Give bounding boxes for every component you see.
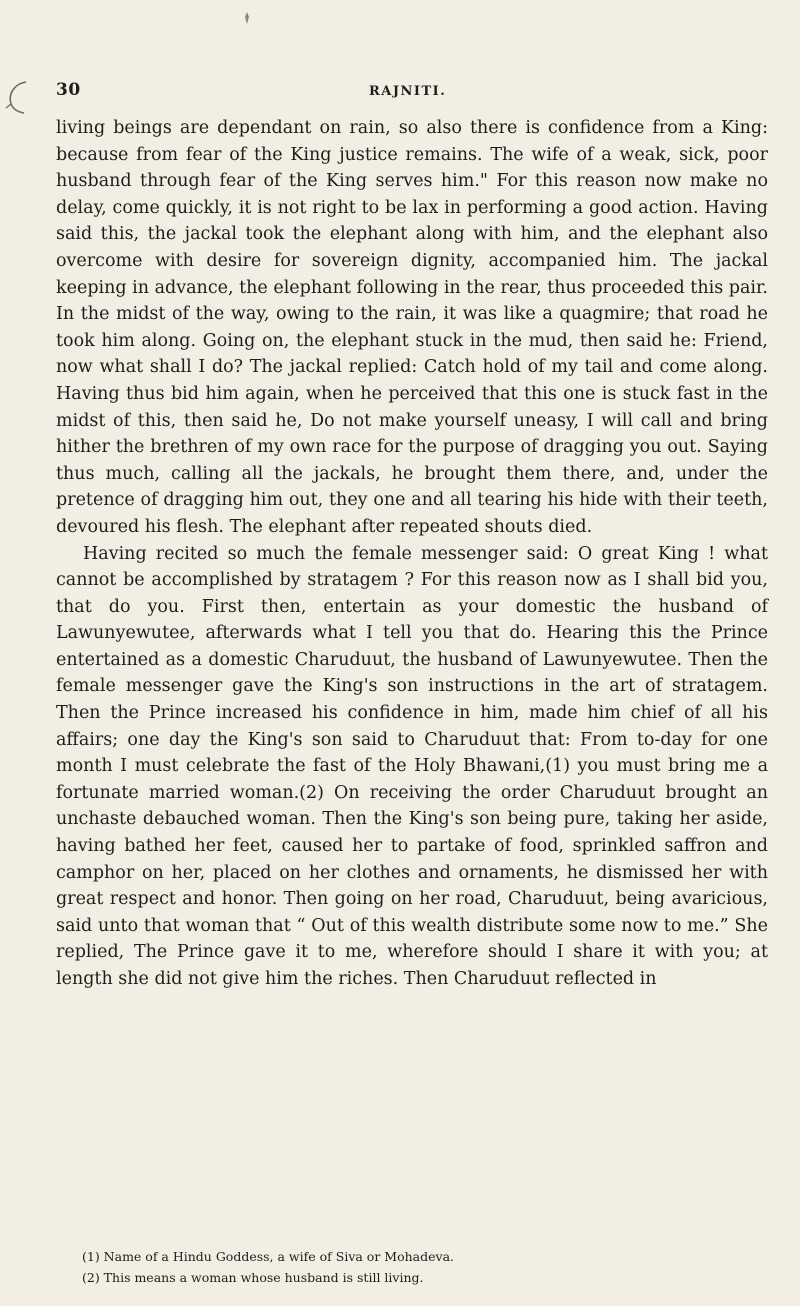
footnote: (2) This means a woman whose husband is still living.: [82, 1270, 424, 1285]
page-number: 30: [56, 80, 81, 100]
footnotes: [82, 1246, 772, 1288]
running-title: RAJNITI.: [369, 84, 447, 99]
paragraph: living beings are dependant on rain, so also there is confidence from a King: because from fear of the King justice remains. The wife of a weak, sick, poor husband through fear of the King serves him." For this reason now make no delay, come quickly, it is not right to be lax in performing a good action. Having said this, the jackal took the elephant along with him, and the elephant also overcome with desire for sovereign dignity, accompanied him. The jackal keeping in advance, the elephant following in the rear, thus proceeded this pair. In the midst of the way, owing to the rain, it was like a quagmire; that road he took him along. Going on, the elephant stuck in the mud, then said he: Friend, now what shall I do? The jackal replied: Catch hold of my tail and come along. Having thus bid him again, when he perceived that this one is stuck fast in the midst of this, then said he, Do not make yourself uneasy, I will call and bring hither the brethren of my own race for the purpose of dragging you out. Saying thus much, calling all the jackals, he brought them there, and, under the pretence of dragging him out, they one and all tearing his hide with their teeth, devoured his flesh. The elephant after repeated shouts died.: [56, 118, 768, 537]
body-text: [56, 115, 768, 993]
footnote: (1) Name of a Hindu Goddess, a wife of Siva or Mohadeva.: [82, 1249, 454, 1264]
binding-mark: [2, 78, 32, 116]
ink-speck: [243, 10, 251, 24]
paragraph: Having recited so much the female messenger said: O great King ! what cannot be accomplished by stratagem ? For this reason now as I shall bid you, that do you. First then, entertain as your domestic the husband of Lawunyewutee, afterwards what I tell you that do. Hearing this the Prince entertained as a domestic Charuduut, the husband of Lawunyewutee. Then the female messenger gave the King's son instructions in the art of stratagem. Then the Prince increased his confidence in him, made him chief of all his affairs; one day the King's son said to Charuduut that: From to-day for one month I must celebrate the fast of the Holy Bhawani,(1) you must bring me a fortunate married woman.(2) On receiving the order Charuduut brought an unchaste debauched woman. Then the King's son being pure, taking her aside, having bathed her feet, caused her to partake of food, sprinkled saffron and camphor on her, placed on her clothes and ornaments, he dismissed her with great respect and honor. Then going on her road, Charuduut, being avaricious, said unto that woman that “ Out of this wealth distribute some now to me.” She replied, The Prince gave it to me, wherefore should I share it with you; at length she did not give him the riches. Then Charuduut reflected in: [56, 543, 768, 989]
